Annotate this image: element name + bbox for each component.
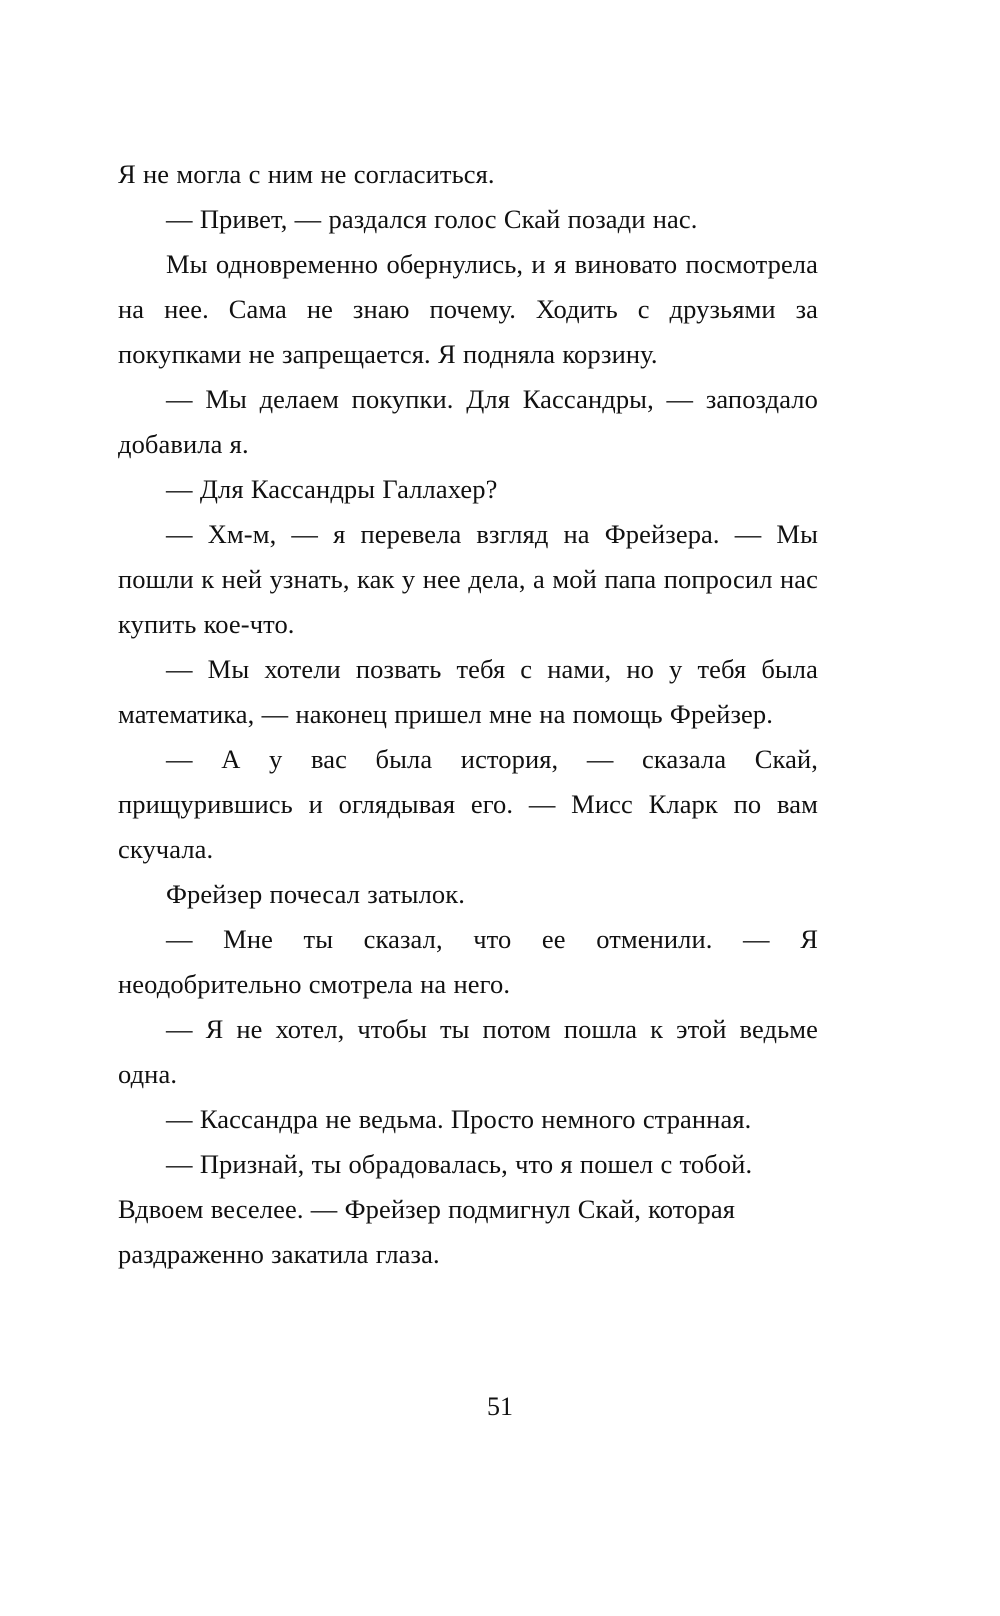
body-text	[118, 152, 818, 1277]
paragraph: — Мне ты сказал, что ее отменили. — Я неодобрительно смотрела на него.	[118, 924, 818, 999]
paragraph: — А у вас была история, — сказала Скай, прищурившись и оглядывая его. — Мисс Кларк по вам скучала.	[118, 744, 818, 864]
paragraph: — Мы хотели позвать тебя с нами, но у тебя была математика, — наконец пришел мне на помощь Фрейзер.	[118, 654, 818, 729]
paragraph: Мы одновременно обернулись, и я виновато посмотрела на нее. Сама не знаю почему. Ходить с друзьями за покупками не запрещается. Я подняла корзину.	[118, 249, 818, 369]
paragraph: — Признай, ты обрадовалась, что я пошел с тобой. Вдвоем веселее. — Фрейзер подмигнул Скай, которая раздраженно закатила глаза.	[118, 1149, 753, 1269]
paragraph: — Привет, — раздался голос Скай позади нас.	[166, 204, 698, 234]
paragraph: — Хм-м, — я перевела взгляд на Фрейзера. — Мы пошли к ней узнать, как у нее дела, а мой папа попросил нас купить кое-что.	[118, 519, 818, 639]
paragraph: — Я не хотел, чтобы ты потом пошла к этой ведьме одна.	[118, 1014, 818, 1089]
paragraph: Фрейзер почесал затылок.	[166, 879, 465, 909]
paragraph: — Мы делаем покупки. Для Кассандры, — запоздало добавила я.	[118, 384, 818, 459]
paragraph: — Кассандра не ведьма. Просто немного странная.	[166, 1104, 752, 1134]
paragraph: — Для Кассандры Галлахер?	[166, 474, 498, 504]
page-number: 51	[487, 1392, 513, 1421]
paragraph: Я не могла с ним не согласиться.	[118, 159, 495, 189]
